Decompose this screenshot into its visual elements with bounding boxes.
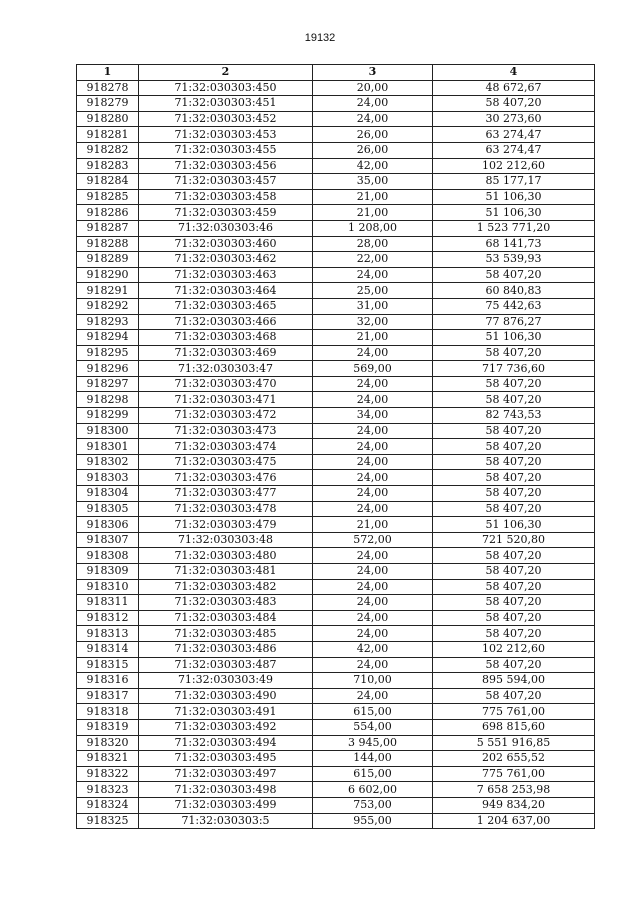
cell-id: 918304 [77,486,139,502]
cell-value: 949 834,20 [433,797,595,813]
cell-area: 24,00 [313,392,433,408]
table-row [77,595,595,611]
cell-value: 775 761,00 [433,704,595,720]
cell-id: 918279 [77,96,139,112]
cell-cadastral-number: 71:32:030303:479 [139,517,313,533]
table-row [77,470,595,486]
cell-area: 24,00 [313,267,433,283]
cell-cadastral-number: 71:32:030303:465 [139,298,313,314]
cell-cadastral-number: 71:32:030303:490 [139,688,313,704]
cell-id: 918319 [77,719,139,735]
cell-area: 24,00 [313,501,433,517]
table-row [77,314,595,330]
cell-value: 202 655,52 [433,751,595,767]
cell-value: 51 106,30 [433,189,595,205]
cell-cadastral-number: 71:32:030303:47 [139,361,313,377]
cell-area: 24,00 [313,610,433,626]
cell-value: 58 407,20 [433,548,595,564]
cell-id: 918301 [77,439,139,455]
cell-cadastral-number: 71:32:030303:485 [139,626,313,642]
cell-id: 918312 [77,610,139,626]
cell-value: 58 407,20 [433,392,595,408]
cell-value: 58 407,20 [433,688,595,704]
cell-area: 24,00 [313,626,433,642]
cell-id: 918283 [77,158,139,174]
table-row [77,423,595,439]
cell-cadastral-number: 71:32:030303:497 [139,766,313,782]
cell-value: 77 876,27 [433,314,595,330]
table-row [77,283,595,299]
cell-id: 918317 [77,688,139,704]
table-row [77,454,595,470]
cell-value: 30 273,60 [433,111,595,127]
cell-value: 775 761,00 [433,766,595,782]
table-row [77,174,595,190]
cell-area: 35,00 [313,174,433,190]
cell-id: 918292 [77,298,139,314]
cell-cadastral-number: 71:32:030303:451 [139,96,313,112]
cell-cadastral-number: 71:32:030303:483 [139,595,313,611]
cell-cadastral-number: 71:32:030303:473 [139,423,313,439]
table-row [77,127,595,143]
cell-id: 918306 [77,517,139,533]
cell-value: 58 407,20 [433,470,595,486]
cell-id: 918299 [77,408,139,424]
cell-area: 42,00 [313,641,433,657]
table-row [77,439,595,455]
cell-cadastral-number: 71:32:030303:466 [139,314,313,330]
cell-area: 1 208,00 [313,220,433,236]
table-row [77,189,595,205]
cell-area: 955,00 [313,813,433,829]
cell-cadastral-number: 71:32:030303:475 [139,454,313,470]
cell-id: 918316 [77,673,139,689]
column-header: 1 [77,65,139,81]
cell-area: 21,00 [313,517,433,533]
cell-id: 918293 [77,314,139,330]
cell-area: 615,00 [313,704,433,720]
table-row [77,80,595,96]
cell-cadastral-number: 71:32:030303:481 [139,564,313,580]
cell-cadastral-number: 71:32:030303:499 [139,797,313,813]
table-row [77,548,595,564]
cell-area: 21,00 [313,205,433,221]
cell-id: 918296 [77,361,139,377]
cell-cadastral-number: 71:32:030303:455 [139,142,313,158]
cell-area: 24,00 [313,454,433,470]
cell-area: 24,00 [313,439,433,455]
table-row [77,704,595,720]
cell-id: 918313 [77,626,139,642]
cell-id: 918286 [77,205,139,221]
cell-value: 1 523 771,20 [433,220,595,236]
cell-value: 58 407,20 [433,657,595,673]
column-header: 2 [139,65,313,81]
cell-area: 21,00 [313,189,433,205]
cell-id: 918323 [77,782,139,798]
cell-value: 58 407,20 [433,579,595,595]
cell-area: 26,00 [313,142,433,158]
cell-value: 102 212,60 [433,641,595,657]
cell-id: 918322 [77,766,139,782]
table-row [77,111,595,127]
cell-value: 102 212,60 [433,158,595,174]
cell-value: 58 407,20 [433,486,595,502]
cell-id: 918315 [77,657,139,673]
table-body [77,80,595,829]
cell-cadastral-number: 71:32:030303:474 [139,439,313,455]
cell-area: 24,00 [313,564,433,580]
table-row [77,688,595,704]
table-row [77,205,595,221]
cell-value: 58 407,20 [433,345,595,361]
cell-cadastral-number: 71:32:030303:452 [139,111,313,127]
cell-area: 24,00 [313,111,433,127]
table-row [77,298,595,314]
cell-cadastral-number: 71:32:030303:487 [139,657,313,673]
data-table [76,64,595,829]
cell-value: 51 106,30 [433,330,595,346]
cell-cadastral-number: 71:32:030303:458 [139,189,313,205]
cell-cadastral-number: 71:32:030303:470 [139,376,313,392]
cell-value: 58 407,20 [433,376,595,392]
table-row [77,532,595,548]
cell-area: 24,00 [313,376,433,392]
cell-id: 918314 [77,641,139,657]
cell-value: 58 407,20 [433,267,595,283]
column-header: 3 [313,65,433,81]
table-row [77,267,595,283]
cell-cadastral-number: 71:32:030303:482 [139,579,313,595]
cell-id: 918307 [77,532,139,548]
cell-id: 918294 [77,330,139,346]
cell-area: 710,00 [313,673,433,689]
cell-id: 918290 [77,267,139,283]
cell-cadastral-number: 71:32:030303:48 [139,532,313,548]
cell-cadastral-number: 71:32:030303:450 [139,80,313,96]
cell-value: 895 594,00 [433,673,595,689]
cell-id: 918295 [77,345,139,361]
cell-cadastral-number: 71:32:030303:46 [139,220,313,236]
table-row [77,564,595,580]
cell-cadastral-number: 71:32:030303:477 [139,486,313,502]
table-row [77,673,595,689]
cell-cadastral-number: 71:32:030303:484 [139,610,313,626]
cell-value: 721 520,80 [433,532,595,548]
cell-area: 24,00 [313,423,433,439]
cell-value: 63 274,47 [433,142,595,158]
table-row [77,610,595,626]
table-row [77,735,595,751]
page-number: 19132 [304,32,336,44]
cell-value: 60 840,83 [433,283,595,299]
table-row [77,252,595,268]
cell-value: 48 672,67 [433,80,595,96]
cell-cadastral-number: 71:32:030303:453 [139,127,313,143]
table-row [77,158,595,174]
cell-id: 918288 [77,236,139,252]
cell-area: 24,00 [313,657,433,673]
table-row [77,751,595,767]
cell-id: 918281 [77,127,139,143]
table-row [77,813,595,829]
table-header-row [77,65,595,81]
cell-id: 918311 [77,595,139,611]
cell-cadastral-number: 71:32:030303:456 [139,158,313,174]
table-row [77,330,595,346]
cell-value: 58 407,20 [433,595,595,611]
cell-cadastral-number: 71:32:030303:478 [139,501,313,517]
cell-id: 918291 [77,283,139,299]
table-row [77,408,595,424]
cell-area: 20,00 [313,80,433,96]
cell-cadastral-number: 71:32:030303:480 [139,548,313,564]
cell-id: 918289 [77,252,139,268]
cell-id: 918325 [77,813,139,829]
cell-area: 24,00 [313,579,433,595]
cell-cadastral-number: 71:32:030303:495 [139,751,313,767]
cell-id: 918282 [77,142,139,158]
cell-area: 3 945,00 [313,735,433,751]
cell-area: 42,00 [313,158,433,174]
cell-id: 918298 [77,392,139,408]
cell-cadastral-number: 71:32:030303:494 [139,735,313,751]
cell-cadastral-number: 71:32:030303:464 [139,283,313,299]
cell-area: 31,00 [313,298,433,314]
cell-value: 68 141,73 [433,236,595,252]
cell-value: 58 407,20 [433,96,595,112]
cell-id: 918308 [77,548,139,564]
table-row [77,345,595,361]
cell-area: 554,00 [313,719,433,735]
table-row [77,719,595,735]
cell-area: 6 602,00 [313,782,433,798]
cell-area: 28,00 [313,236,433,252]
cell-area: 32,00 [313,314,433,330]
cell-area: 24,00 [313,486,433,502]
table-row [77,236,595,252]
table-row [77,392,595,408]
cell-id: 918321 [77,751,139,767]
cell-value: 7 658 253,98 [433,782,595,798]
cell-value: 698 815,60 [433,719,595,735]
cell-area: 34,00 [313,408,433,424]
cell-id: 918302 [77,454,139,470]
cell-area: 572,00 [313,532,433,548]
table-row [77,641,595,657]
cell-cadastral-number: 71:32:030303:49 [139,673,313,689]
cell-area: 24,00 [313,345,433,361]
cell-value: 58 407,20 [433,439,595,455]
cell-id: 918284 [77,174,139,190]
cell-value: 85 177,17 [433,174,595,190]
column-header: 4 [433,65,595,81]
cell-value: 58 407,20 [433,501,595,517]
cell-value: 51 106,30 [433,517,595,533]
cell-value: 717 736,60 [433,361,595,377]
cell-id: 918297 [77,376,139,392]
cell-cadastral-number: 71:32:030303:472 [139,408,313,424]
cell-cadastral-number: 71:32:030303:5 [139,813,313,829]
cell-value: 82 743,53 [433,408,595,424]
cell-value: 53 539,93 [433,252,595,268]
cell-id: 918320 [77,735,139,751]
cell-id: 918287 [77,220,139,236]
table-row [77,96,595,112]
cell-cadastral-number: 71:32:030303:498 [139,782,313,798]
cell-id: 918305 [77,501,139,517]
table-row [77,517,595,533]
cell-area: 25,00 [313,283,433,299]
cell-cadastral-number: 71:32:030303:471 [139,392,313,408]
table-row [77,626,595,642]
cell-cadastral-number: 71:32:030303:457 [139,174,313,190]
cell-area: 753,00 [313,797,433,813]
cell-value: 58 407,20 [433,454,595,470]
cell-cadastral-number: 71:32:030303:462 [139,252,313,268]
cell-id: 918278 [77,80,139,96]
cell-cadastral-number: 71:32:030303:459 [139,205,313,221]
table-row [77,220,595,236]
cell-area: 21,00 [313,330,433,346]
cell-value: 58 407,20 [433,423,595,439]
cell-value: 75 442,63 [433,298,595,314]
table-row [77,486,595,502]
cell-cadastral-number: 71:32:030303:463 [139,267,313,283]
cell-area: 24,00 [313,96,433,112]
table-row [77,376,595,392]
cell-id: 918300 [77,423,139,439]
table-row [77,501,595,517]
cell-area: 144,00 [313,751,433,767]
cell-cadastral-number: 71:32:030303:486 [139,641,313,657]
cell-id: 918318 [77,704,139,720]
cell-value: 58 407,20 [433,564,595,580]
cell-value: 51 106,30 [433,205,595,221]
table-row [77,361,595,377]
cell-cadastral-number: 71:32:030303:492 [139,719,313,735]
cell-area: 24,00 [313,548,433,564]
cell-value: 63 274,47 [433,127,595,143]
cell-cadastral-number: 71:32:030303:476 [139,470,313,486]
cell-id: 918309 [77,564,139,580]
cell-cadastral-number: 71:32:030303:460 [139,236,313,252]
cell-value: 1 204 637,00 [433,813,595,829]
cell-id: 918324 [77,797,139,813]
cell-id: 918303 [77,470,139,486]
cell-cadastral-number: 71:32:030303:469 [139,345,313,361]
cell-area: 569,00 [313,361,433,377]
cell-area: 24,00 [313,688,433,704]
table-row [77,797,595,813]
table-row [77,142,595,158]
table-row [77,782,595,798]
cell-id: 918280 [77,111,139,127]
cell-value: 5 551 916,85 [433,735,595,751]
cell-cadastral-number: 71:32:030303:491 [139,704,313,720]
cell-area: 24,00 [313,470,433,486]
cell-id: 918310 [77,579,139,595]
cell-value: 58 407,20 [433,610,595,626]
table-row [77,657,595,673]
cell-area: 22,00 [313,252,433,268]
cell-value: 58 407,20 [433,626,595,642]
table-row [77,766,595,782]
cell-cadastral-number: 71:32:030303:468 [139,330,313,346]
cell-area: 26,00 [313,127,433,143]
cell-id: 918285 [77,189,139,205]
table-row [77,579,595,595]
cell-area: 24,00 [313,595,433,611]
cell-area: 615,00 [313,766,433,782]
